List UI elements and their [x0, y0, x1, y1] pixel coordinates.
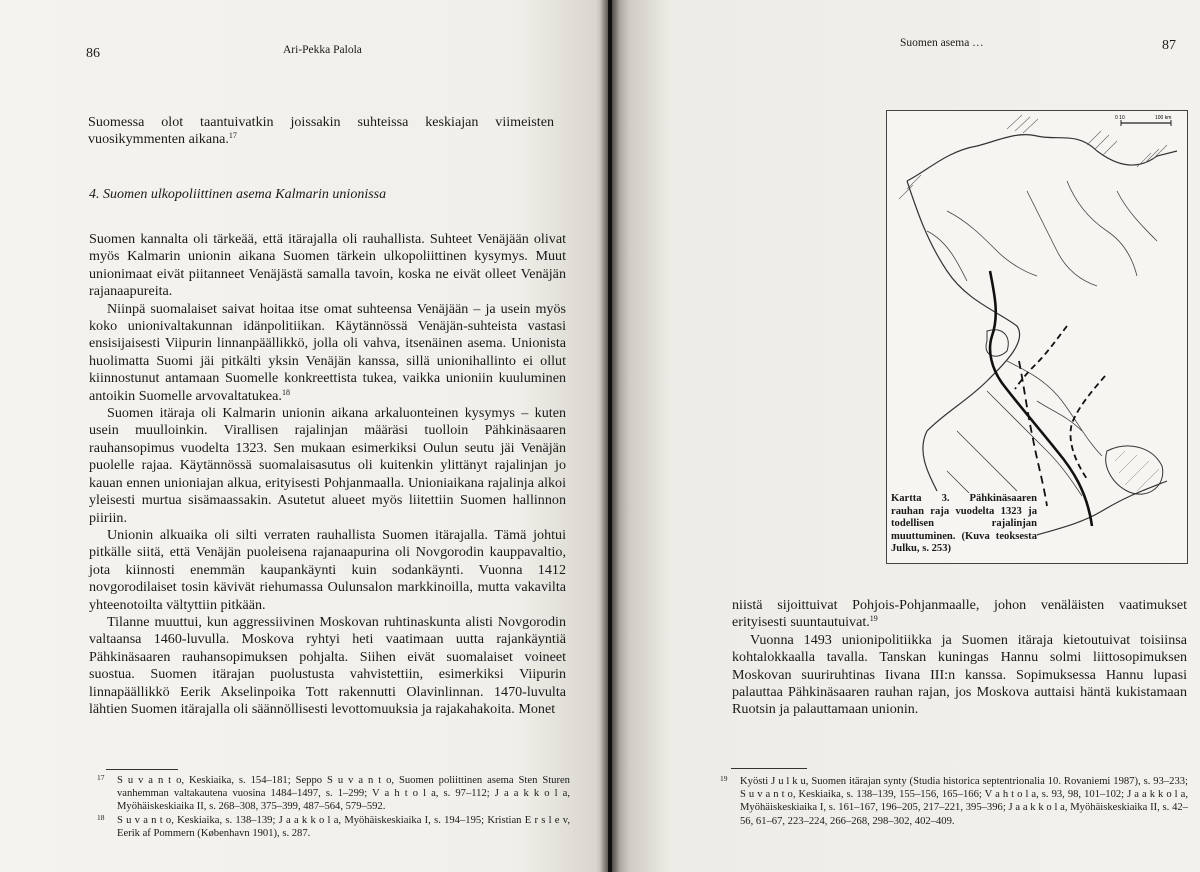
- footnote-19: [718, 775, 1188, 828]
- arctic-coastline: [907, 135, 1177, 181]
- map-caption: Kartta 3. Pähkinäsaaren rauhan raja vuodelta 1323 ja todellisen rajalinjan muuttuminen. (Kuva teoksesta Julku, s. 253): [891, 493, 1037, 555]
- body-paragraph: [89, 405, 566, 527]
- paragraph-text: niistä sijoittuivat Pohjois-Pohjanmaalle, johon venäläisten vaatimukset erityisesti suuntautuivat.: [732, 597, 1187, 631]
- opening-paragraph-text: Suomessa olot taantuivatkin joissakin suhteissa keskiajan viimeisten vuosikymmenten aikana.: [88, 114, 554, 148]
- running-head-left: Ari-Pekka Palola: [283, 44, 362, 56]
- footnote-text: , Keskiaika, s. 154–181; Seppo: [181, 775, 328, 786]
- paragraph-text: Suomen itäraja oli Kalmarin unionin aikana arkaluonteinen kysymys – kuten usein muulloinkin. Virallisen rajalinjan määräsi tuolloin Pähkinäsaaren rauhansopimus vuodelta 1323. Sen mukaan esimerkiksi Oulun seutu jäi Venäjän puolelle rajaa. Käytännössä suomalaisasutus oli kuitenkin ylittänyt rajalinjan jo kauan ennen unioniajan alkua, erityisesti Pohjanmaalla. Unioniaikana rajalinja alkoi yleisesti murtua sisämaassakin. Asutetut alueet myös liitettiin Suomen hallinnon piiriin.: [89, 405, 566, 526]
- footnote-text: , s. 93, 98, 101–102;: [1036, 789, 1128, 801]
- footnote-ref-18[interactable]: 18: [281, 387, 290, 397]
- footnote-17: [95, 774, 570, 814]
- paragraph-text: Vuonna 1493 unionipolitiikka ja Suomen itäraja kietoutuivat toisiinsa kohtalokkaalla tavalla. Tanskan kuningas Hannu solmi liittosopimuksen Moskovan suuriruhtinas Iivana III:n kanssa. Sopimuksessa Hannu lupasi palauttaa Pähkinäsaaren rauhan rajan, jos Moskova auttaisi häntä kukistamaan Ruotsin ja palauttamaan unionin.: [732, 631, 1187, 718]
- footnote-text: , Myöhäiskeskiaika II, s. 268–308, 375–399, 487–564, 579–592.: [117, 788, 570, 813]
- right-body-text: [732, 597, 1187, 719]
- body-paragraph: [89, 301, 566, 405]
- bothnia-coastline: [907, 181, 1020, 491]
- footnote-author: S u v a n t o: [327, 775, 392, 786]
- footnote-text: , Suomen poliittinen asema Sten Sturen vanhemman valtakautena vuosina 1484–1497, s. 1–299;: [117, 775, 570, 800]
- body-paragraph: [89, 527, 566, 614]
- footnote-author: J a a k k o l a: [494, 788, 568, 800]
- footnote-author: S u v a n t o: [740, 789, 793, 801]
- footnote-author: J u l k u: [771, 776, 806, 787]
- footnote-mark: 18: [97, 812, 105, 822]
- footnote-mark: 19: [720, 774, 728, 783]
- body-paragraph: [732, 632, 1187, 719]
- page-number-left: 86: [86, 46, 100, 61]
- footnote-author: J a a k k o l a: [278, 814, 339, 826]
- footnote-author: J a a k k o l a: [1008, 802, 1065, 814]
- footnote-text: , Keskiaika, s. 138–139;: [171, 814, 279, 826]
- scale-label-start: 0 10: [1115, 115, 1125, 121]
- footnote-text: , Keskiaika, s. 138–139, 155–156, 165–166;: [792, 789, 985, 801]
- opening-paragraph: [88, 114, 554, 149]
- map-figure: [886, 110, 1188, 564]
- paragraph-text: Suomen kannalta oli tärkeää, että itärajalla oli rauhallista. Suhteet Venäjään olivat myös Kalmarin unionin aikana Suomen tärkein ulkopoliittinen kysymys. Muut unionimaat eivät piitanneet Venäjästä samalla tavoin, koska ne eivät olleet Venäjän rajanaapureita.: [89, 231, 566, 300]
- footnote-text: , Myöhäiskeskiaika I, s. 194–195; Kristian: [338, 814, 525, 826]
- lake-ladoga: [1106, 446, 1163, 494]
- river-network: [927, 181, 1157, 516]
- footnote-text: , Myöhäiskeskiaika II, s. 42–56, 61–67, 223–224, 266–268, 298–302, 402–409.: [740, 802, 1188, 827]
- footnote-author: E r s l e v: [524, 814, 568, 826]
- paragraph-text: Tilanne muuttui, kun aggressiivinen Moskovan ruhtinaskunta alisti Novgorodin valtaansa 1460-luvulla. Moskova ryhtyi heti vaatimaan uutta rajankäyntiä Pähkinäsaaren rauhansopimuksen pohjalta. Siihen eivät suomalaiset voineet suostua. Suomen itärajan puolustusta vahvistettiin, esimerkiksi Viipurin linnapäällikkö Eerik Akselinpoika Tott rakennutti Olavinlinnan. 1470-luvulta lähtien Suomen itärajalla oli säännöllisesti levottomuuksia ja rajakahakoita. Monet: [89, 613, 566, 717]
- book-gutter: [600, 0, 620, 872]
- body-paragraph: [89, 614, 566, 718]
- footnote-text: , Myöhäiskeskiaika I, s. 161–167, 196–205, 217–221, 395–396;: [740, 789, 1189, 814]
- footnote-rule-right: [731, 768, 807, 769]
- body-paragraph: [89, 231, 566, 301]
- paragraph-text: Niinpä suomalaiset saivat hoitaa itse omat suhteensa Venäjään – ja usein myös koko unionivaltakunnan idänpolitiikan. Käytännössä Venäjän-suhteista vastasi ensisijaisesti Viipurin linnanpäällikkö, jolla oli vahva, itsenäinen asema. Unionista huolimatta Suomi jäi pitkälti yksin Venäjän kanssa, sillä unionihallinto ei ollut kiinnostunut antamaan Suomelle konkreettista tukea, vaikka unioniin kuuluminen antoikin Suomelle arvovaltatukea.: [89, 300, 566, 404]
- sea-hatching: [899, 115, 1167, 199]
- footnote-ref-19[interactable]: 19: [869, 614, 878, 624]
- left-footnotes: [95, 774, 570, 840]
- right-footnotes: [718, 775, 1188, 828]
- footnote-text: , Suomen itärajan synty (Studia historica septentrionalia 10. Rovaniemi 1987), s. 93–233;: [805, 776, 1188, 787]
- footnote-text: , s. 97–112;: [435, 788, 495, 800]
- footnote-mark: 17: [97, 773, 105, 782]
- dashed-border-3: [1070, 376, 1105, 479]
- footnote-rule-left: [106, 769, 178, 770]
- left-body-text: [89, 231, 566, 718]
- southern-coastline: [1017, 481, 1167, 541]
- section-heading: 4. Suomen ulkopoliittinen asema Kalmarin unionissa: [89, 187, 387, 202]
- footnote-author: J a a k k o l a: [1127, 789, 1186, 801]
- scale-label-end: 100 km: [1155, 115, 1172, 121]
- footnote-author: S u v a n t o: [117, 775, 182, 786]
- paragraph-text: Unionin alkuaika oli silti verraten rauhallista Suomen itärajalla. Tämä johtui pitkälle siitä, että Venäjän puoleisena rajanaapurina oli Novgorodin kauppavaltio, jota kiinnosti enemmän kaupankäynti kuin sodankäynti. Vuonna 1412 novgorodilaiset tosin kävivät riehumassa Oulunsalon markkinoilla, mutta vakavilta yhteenotoilta vältyttiin pitkään.: [89, 526, 566, 613]
- footnote-author: V a h t o l a: [984, 789, 1037, 801]
- body-paragraph: [732, 597, 1187, 632]
- footnote-author: S u v a n t o: [117, 814, 172, 826]
- lake-hatching: [1115, 451, 1159, 491]
- footnote-text: , Eerik af Pommern (København 1901), s. 287.: [117, 814, 570, 839]
- page-number-right: 87: [1162, 38, 1176, 53]
- running-head-right: Suomen asema …: [900, 37, 984, 49]
- footnote-ref-17[interactable]: 17: [228, 131, 237, 141]
- footnote-text: Kyösti: [740, 776, 772, 787]
- footnote-18: [95, 814, 570, 840]
- footnote-author: V a h t o l a: [372, 788, 436, 800]
